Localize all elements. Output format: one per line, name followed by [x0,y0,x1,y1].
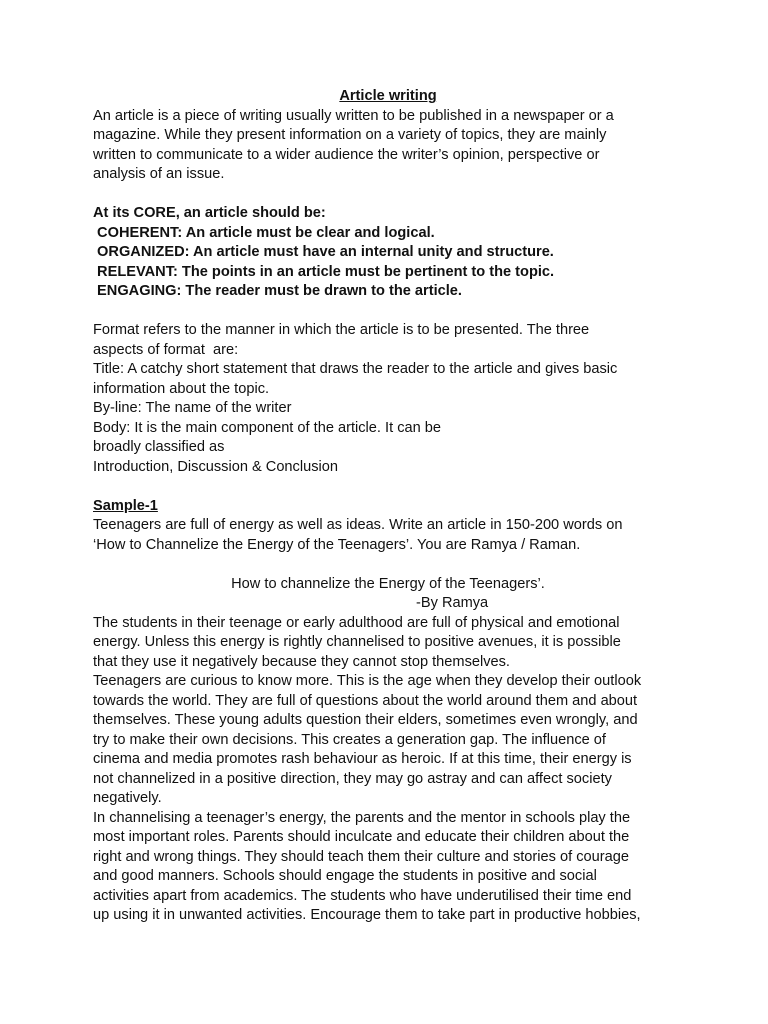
spacer [93,185,683,205]
core-section [93,204,683,302]
article-body-line: In channelising a teenager’s energy, the parents and the mentor in schools play the [93,809,631,826]
core-item-engaging: ENGAGING: The reader must be drawn to the article. [93,283,462,299]
sample-prompt [93,516,683,555]
intro-line: magazine. While they present information on a variety of topics, they are mainly [93,127,607,143]
article-body-line: negatively. [93,790,162,806]
format-line: broadly classified as [93,439,225,455]
sample-heading: Sample-1 [93,497,158,514]
article-body-line: themselves. These young adults question their elders, sometimes even wrongly, and [93,712,638,728]
article-title: How to channelize the Energy of the Teenagers’. [231,575,545,592]
article-body-line: activities apart from academics. The students who have underutilised their time end [93,887,632,904]
format-section [93,321,683,477]
core-item-coherent: COHERENT: An article must be clear and logical. [93,224,435,241]
sample-prompt-line: Teenagers are full of energy as well as ideas. Write an article in 150-200 words on [93,517,623,533]
format-line: aspects of format are: [93,341,239,358]
article-body-line: try to make their own decisions. This creates a generation gap. The influence of [93,731,606,748]
format-line: information about the topic. [93,380,270,397]
article-body-line: that they use it negatively because they cannot stop themselves. [93,653,510,670]
article-body-line: The students in their teenage or early adulthood are full of physical and emotional [93,614,620,631]
core-heading: At its CORE, an article should be: [93,205,326,221]
intro-line: written to communicate to a wider audience the writer’s opinion, perspective or [93,146,600,163]
core-item-organized: ORGANIZED: An article must have an internal unity and structure. [93,244,554,260]
article-body [93,614,683,926]
intro-line: analysis of an issue. [93,166,225,182]
article-body-line: most important roles. Parents should inculcate and educate their children about the [93,829,630,845]
format-line: Title: A catchy short statement that draws the reader to the article and gives basic [93,361,618,377]
article-byline: -By Ramya [416,595,489,611]
document-page [93,87,683,926]
article-body-line: and good manners. Schools should engage the students in positive and social [93,868,597,884]
spacer [93,555,683,575]
document-title: Article writing [339,88,437,104]
article-body-line: not channelized in a positive direction, they may go astray and can affect society [93,770,612,787]
format-line: Introduction, Discussion & Conclusion [93,458,338,475]
article-body-line: energy. Unless this energy is rightly channelised to positive avenues, it is possible [93,634,621,650]
intro-line: An article is a piece of writing usually written to be published in a newspaper or a [93,107,614,124]
core-item-relevant: RELEVANT: The points in an article must be pertinent to the topic. [93,263,555,280]
format-line: Format refers to the manner in which the article is to be presented. The three [93,322,590,338]
format-line: By-line: The name of the writer [93,400,292,416]
sample-prompt-line: ‘How to Channelize the Energy of the Teenagers’. You are Ramya / Raman. [93,536,581,553]
spacer [93,477,683,497]
article-body-line: right and wrong things. They should teach them their culture and stories of courage [93,848,629,865]
article-body-line: towards the world. They are full of questions about the world around them and about [93,692,638,709]
article-body-line: cinema and media promotes rash behaviour as heroic. If at this time, their energy is [93,751,632,767]
spacer [93,302,683,322]
format-line: Body: It is the main component of the article. It can be [93,419,442,436]
intro-paragraph [93,107,683,185]
article-body-line: Teenagers are curious to know more. This is the age when they develop their outlook [93,673,642,689]
article-body-line: up using it in unwanted activities. Encourage them to take part in productive hobbies, [93,907,641,923]
